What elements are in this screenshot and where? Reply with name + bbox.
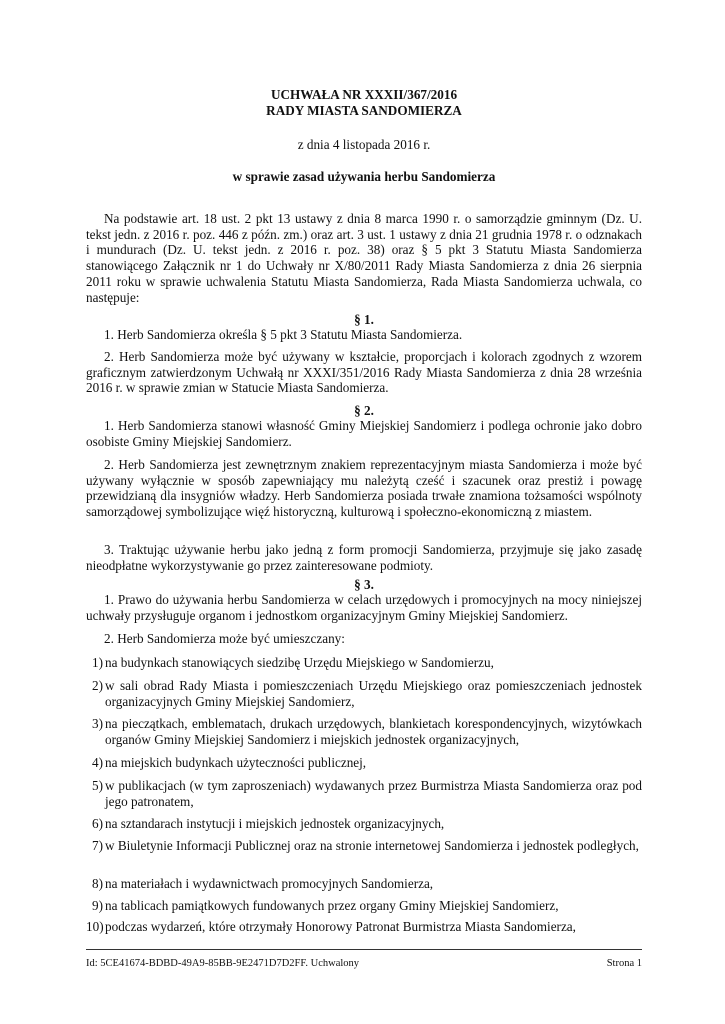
list-item — [86, 876, 642, 892]
list-item-number: 7) — [92, 838, 103, 853]
list-item-number: 9) — [92, 898, 103, 913]
list-item-number: 5) — [92, 778, 103, 793]
list-item — [86, 655, 642, 671]
list-item-number: 6) — [92, 816, 103, 831]
paragraph-3-2: 2. Herb Sandomierza może być umieszczany: — [104, 631, 345, 646]
list-item-number: 1) — [92, 655, 103, 670]
list-item — [86, 919, 642, 935]
paragraph-3-1: 1. Prawo do używania herbu Sandomierza w celach urzędowych i promocyjnych na mocy niniejszej uchwały przysługuje organom i jednostkom organizacyjnym Gminy Miejskiej Sandomierz. — [86, 592, 642, 623]
list-item-text: w Biuletynie Informacji Publicznej oraz na stronie internetowej Sandomierza i jednostek podległych, — [105, 838, 639, 853]
resolution-date: z dnia 4 listopada 2016 r. — [297, 137, 431, 152]
list-item-number: 4) — [92, 755, 103, 770]
list-item-text: na pieczątkach, emblematach, drukach urzędowych, blankietach korespondencyjnych, wizytówkach organów Gminy Miejskiej Sandomierz i miejskich jednostek organizacyjnych, — [105, 716, 642, 747]
list-item — [86, 816, 642, 832]
list-item — [86, 716, 642, 747]
list-item-number: 10) — [86, 919, 104, 934]
section-heading-1: § 1. — [354, 312, 374, 327]
paragraph-2-3: 3. Traktując używanie herbu jako jedną z form promocji Sandomierza, przyjmuje się jako zasadę nieodpłatne wykorzystywanie go przez zainteresowane podmioty. — [86, 542, 642, 573]
resolution-subject: w sprawie zasad używania herbu Sandomierza — [232, 169, 496, 184]
paragraph-1-1: 1. Herb Sandomierza określa § 5 pkt 3 Statutu Miasta Sandomierza. — [104, 327, 463, 342]
list-item — [86, 678, 642, 709]
list-item-text: na sztandarach instytucji i miejskich jednostek organizacyjnych, — [105, 816, 445, 831]
list-item — [86, 838, 642, 854]
list-item-text: podczas wydarzeń, które otrzymały Honorowy Patronat Burmistrza Miasta Sandomierza, — [105, 919, 576, 934]
footer-divider — [86, 949, 642, 950]
list-item-text: w sali obrad Rady Miasta i pomieszczeniach Urzędu Miejskiego oraz pomieszczeniach jednostek organizacyjnych Gminy Miejskiej Sandomierz, — [105, 678, 642, 709]
list-item — [86, 898, 642, 914]
paragraph-2-2: 2. Herb Sandomierza jest zewnętrznym znakiem reprezentacyjnym miasta Sandomierza i może być używany wyłącznie w sposób zapewniający mu należytą cześć i szacunek oraz prestiż i powagę przewidzianą dla insygniów władzy. Herb Sandomierza posiada trwałe znamiona tożsamości wspólnoty samorządowej symbolizujące więź historyczną, kulturową i społeczno-ekonomiczną z miastem. — [86, 457, 642, 520]
preamble: Na podstawie art. 18 ust. 2 pkt 13 ustawy z dnia 8 marca 1990 r. o samorządzie gminnym (Dz. U. tekst jedn. z 2016 r. poz. 446 z późn. zm.) oraz art. 3 ust. 1 ustawy z dnia 21 grudnia 1978 r. o odznakach i mundurach (Dz. U. tekst jedn. z 2016 r. poz. 38) oraz § 5 pkt 3 Statutu Miasta Sandomierza stanowiącego Załącznik nr 1 do Uchwały nr X/80/2011 Rady Miasta Sandomierza z dnia 26 sierpnia 2011 roku w sprawie uchwalenia Statutu Miasta Sandomierza, Rada Miasta Sandomierza uchwala, co następuje: — [86, 211, 642, 305]
list-item-text: w publikacjach (w tym zaproszeniach) wydawanych przez Burmistrza Miasta Sandomierza oraz pod jego patronatem, — [105, 778, 642, 809]
section-heading-3: § 3. — [354, 577, 374, 592]
list-item-number: 8) — [92, 876, 103, 891]
page-number: Strona 1 — [606, 958, 642, 969]
resolution-title: UCHWAŁA NR XXXII/367/2016 — [270, 87, 458, 102]
list-item-text: na budynkach stanowiących siedzibę Urzędu Miejskiego w Sandomierzu, — [105, 655, 494, 670]
section-heading-2: § 2. — [354, 403, 374, 418]
list-item-text: na tablicach pamiątkowych fundowanych przez organy Gminy Miejskiej Sandomierz, — [105, 898, 559, 913]
list-item-text: na miejskich budynkach użyteczności publicznej, — [105, 755, 367, 770]
list-item-number: 3) — [92, 716, 103, 731]
document-id: Id: 5CE41674-BDBD-49A9-85BB-9E2471D7D2FF. Uchwalony — [86, 958, 360, 969]
list-item-number: 2) — [92, 678, 103, 693]
list-item-text: na materiałach i wydawnictwach promocyjnych Sandomierza, — [105, 876, 434, 891]
paragraph-2-1: 1. Herb Sandomierza stanowi własność Gminy Miejskiej Sandomierz i podlega ochronie jako dobro osobiste Gminy Miejskiej Sandomierz. — [86, 418, 642, 449]
council-name: RADY MIASTA SANDOMIERZA — [266, 103, 462, 118]
list-item — [86, 778, 642, 809]
paragraph-1-2: 2. Herb Sandomierza może być używany w kształcie, proporcjach i kolorach zgodnych z wzorem graficznym zatwierdzonym Uchwałą nr XXXI/351/2016 Rady Miasta Sandomierza z dnia 28 września 2016 r. w sprawie zmian w Statucie Miasta Sandomierza. — [86, 349, 642, 396]
list-item — [86, 755, 642, 771]
